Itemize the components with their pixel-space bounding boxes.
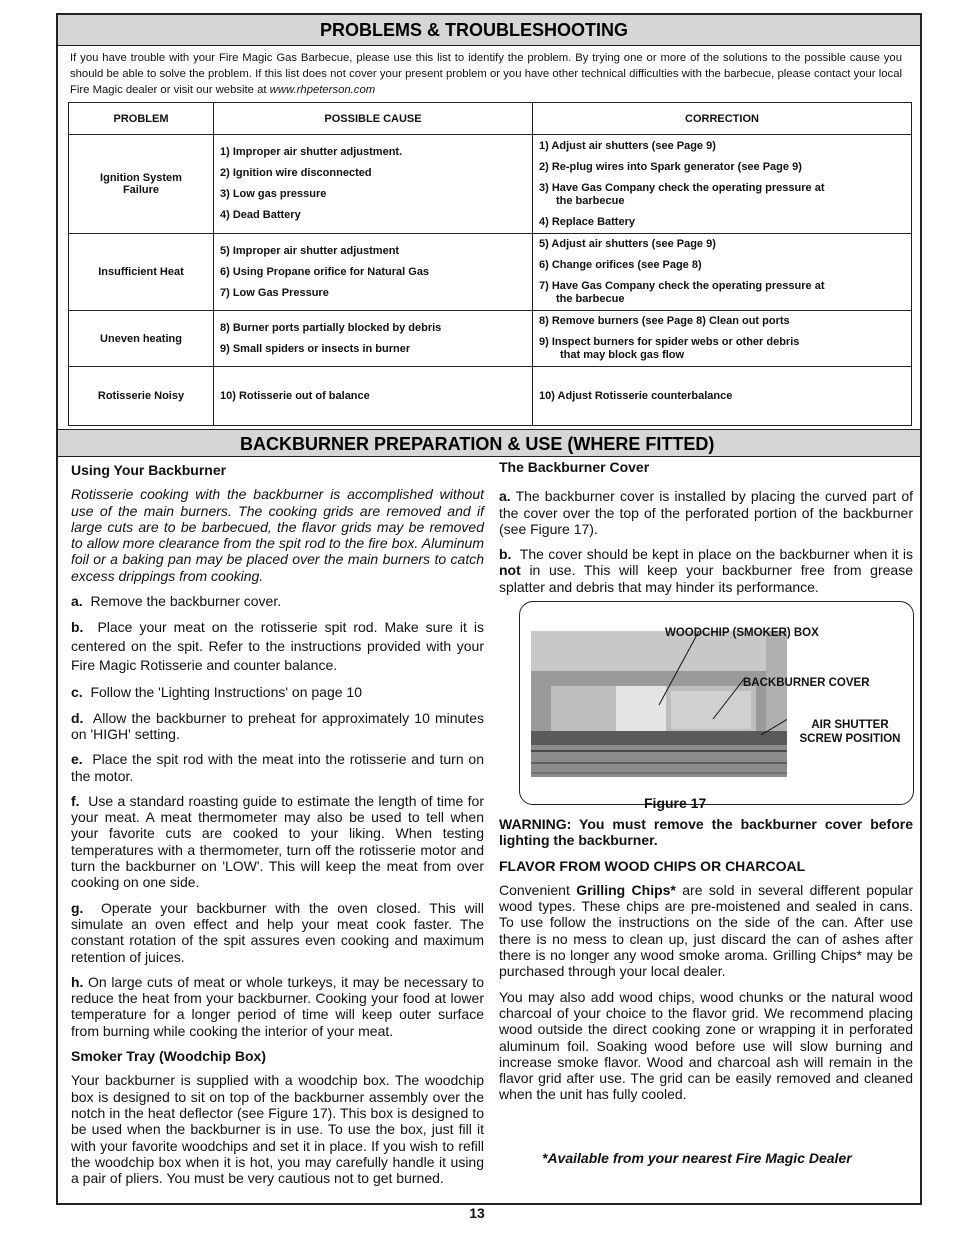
backburner-intro: Rotisserie cooking with the backburner is accomplished without use of the main burners. The cooking grids are removed and if large cuts are to be barbecued, the flavor grids may be removed to allow more clearance from the spit rod to the fire box. Aluminum foil or a baking pan may be placed over the main burners to catch excess drippings from cooking.	[71, 486, 484, 584]
right-column	[499, 459, 913, 604]
page-number: 13	[469, 1205, 485, 1221]
cause-cell: 8) Burner ports partially blocked by debris 9) Small spiders or insects in burner	[214, 311, 533, 367]
problem-cell: Ignition System Failure	[69, 135, 214, 234]
label-air-shutter: AIR SHUTTER SCREW POSITION	[799, 719, 901, 745]
left-column	[71, 462, 484, 1195]
website-link[interactable]: www.rhpeterson.com	[269, 84, 376, 96]
correction-cell: 5) Adjust air shutters (see Page 9) 6) Change orifices (see Page 8) 7) Have Gas Company check the operating pressure at the barbecue	[533, 234, 912, 311]
step-a: a. Remove the backburner cover.	[71, 593, 282, 610]
table-row	[69, 135, 912, 234]
label-woodchip-box: WOODCHIP (SMOKER) BOX	[665, 627, 819, 639]
cover-a: a. The backburner cover is installed by placing the curved part of the cover over the top of the perforated portion of the backburner (see Figure 17).	[499, 488, 913, 537]
backburner-cover-heading: The Backburner Cover	[499, 459, 650, 475]
header-correction: CORRECTION	[533, 103, 912, 135]
correction-cell: 8) Remove burners (see Page 8) Clean out ports 9) Inspect burners for spider webs or other debris that may block gas flow	[533, 311, 912, 367]
problem-cell: Rotisserie Noisy	[69, 367, 214, 426]
cause-cell: 1) Improper air shutter adjustment. 2) Ignition wire disconnected 3) Low gas pressure 4) Dead Battery	[214, 135, 533, 234]
flavor-p1: Convenient Grilling Chips* are sold in several different popular wood types. These chips are pre-moistened and sealed in cans. To use follow the instructions on the side of the can. After use there is no mess to clean up, just discard the can of ashes after there is no longer any wood smoke aroma. Grilling Chips* may be purchased through your local dealer.	[499, 881, 914, 980]
correction-cell: 1) Adjust air shutters (see Page 9) 2) Re-plug wires into Spark generator (see Page 9) 3) Have Gas Company check the operating pressure at the barbecue 4) Replace Battery	[533, 135, 912, 234]
header-cause: POSSIBLE CAUSE	[214, 103, 533, 135]
cause-cell: 5) Improper air shutter adjustment 6) Using Propane orifice for Natural Gas 7) Low Gas Pressure	[214, 234, 533, 311]
step-f: f. Use a standard roasting guide to estimate the length of time for your meat. A meat thermometer may also be used to tell when your favorite cuts are cooked to your liking. When testing temperatures with a thermometer, turn off the rotisserie motor and turn the backburner on 'LOW'. This will keep the meat from over cooking on one side.	[71, 792, 484, 891]
cause-cell: 10) Rotisserie out of balance	[214, 367, 533, 426]
backburner-header: BACKBURNER PREPARATION & USE (WHERE FITTED)	[58, 429, 920, 457]
flavor-heading: FLAVOR FROM WOOD CHIPS OR CHARCOAL	[499, 857, 806, 874]
step-c: c. Follow the 'Lighting Instructions' on page 10	[71, 684, 362, 701]
photo-illustration	[531, 631, 787, 777]
cover-b: b. The cover should be kept in place on the backburner when it is not in use. This will keep your backburner free from grease splatter and debris that may hinder its performance.	[499, 546, 914, 595]
step-d: d. Allow the backburner to preheat for approximately 10 minutes on 'HIGH' setting.	[71, 709, 484, 742]
table-row	[69, 311, 912, 367]
right-column-lower	[499, 816, 913, 1112]
troubleshooting-intro: If you have trouble with your Fire Magic Gas Barbecue, please use this list to identify the problem. By trying one or more of the solutions to the possible cause you should be able to solve the problem. If this list does not cover your present problem or you have other technical difficulties with the barbecue, please contact your local Fire Magic dealer or visit our website at www.rhpeterson.com	[70, 52, 902, 96]
troubleshooting-header: PROBLEMS & TROUBLESHOOTING	[58, 15, 920, 46]
smoker-tray-text: Your backburner is supplied with a woodchip box. The woodchip box is designed to sit on top of the backburner assembly over the notch in the heat deflector (see Figure 17). This box is designed to be used when the backburner is in use. To use the box, just fill it with your favorite woodchips and set it in place. If you wish to refill the woodchip box when it is hot, you may carefully handle it using a pair of pliers. You must be very cautious not to get burned.	[71, 1072, 484, 1187]
figure-17	[519, 601, 914, 811]
problem-cell: Insufficient Heat	[69, 234, 214, 311]
dealer-footnote: *Available from your nearest Fire Magic Dealer	[542, 1150, 852, 1166]
page-frame	[56, 13, 922, 1205]
troubleshooting-table	[68, 102, 912, 426]
correction-cell: 10) Adjust Rotisserie counterbalance	[533, 367, 912, 426]
flavor-p2: You may also add wood chips, wood chunks or the natural wood charcoal of your choice to the flavor grid. We recommend placing wood outside the direct cooking zone or wrapping it in perforated aluminum foil. Soaking wood before use will slow burning and increase smoke flavor. Wood and charcoal ash will remain in the flavor grid after use. The grid can be easily removed and cleaned when the unit has fully cooled.	[499, 988, 913, 1103]
table-row	[69, 234, 912, 311]
header-problem: PROBLEM	[69, 103, 214, 135]
problem-cell: Uneven heating	[69, 311, 214, 367]
step-h: h. On large cuts of meat or whole turkeys, it may be necessary to reduce the heat from your backburner. Cooking your food at lower temperature for a longer period of time will keep outer surface from burning while cooking the interior of your meat.	[71, 973, 484, 1039]
table-row	[69, 367, 912, 426]
step-e: e. Place the spit rod with the meat into the rotisserie and turn on the motor.	[71, 751, 485, 784]
step-g: g. Operate your backburner with the oven closed. This will simulate an oven effect and help your meat cook faster. The constant rotation of the spit assures even cooking and maximum retention of juices.	[71, 899, 484, 965]
figure-caption: Figure 17	[644, 795, 707, 811]
smoker-tray-heading: Smoker Tray (Woodchip Box)	[71, 1048, 266, 1065]
using-backburner-heading: Using Your Backburner	[71, 462, 227, 478]
backburner-photo	[531, 631, 787, 777]
table-header-row	[69, 103, 912, 135]
step-b: b. Place your meat on the rotisserie spit rod. Make sure it is centered on the spit. Refer to the instructions provided with your Fire Magic Rotisserie and counter balance.	[71, 619, 485, 674]
warning-text: WARNING: You must remove the backburner cover before lighting the backburner.	[499, 816, 913, 849]
label-backburner-cover: BACKBURNER COVER	[743, 677, 870, 689]
